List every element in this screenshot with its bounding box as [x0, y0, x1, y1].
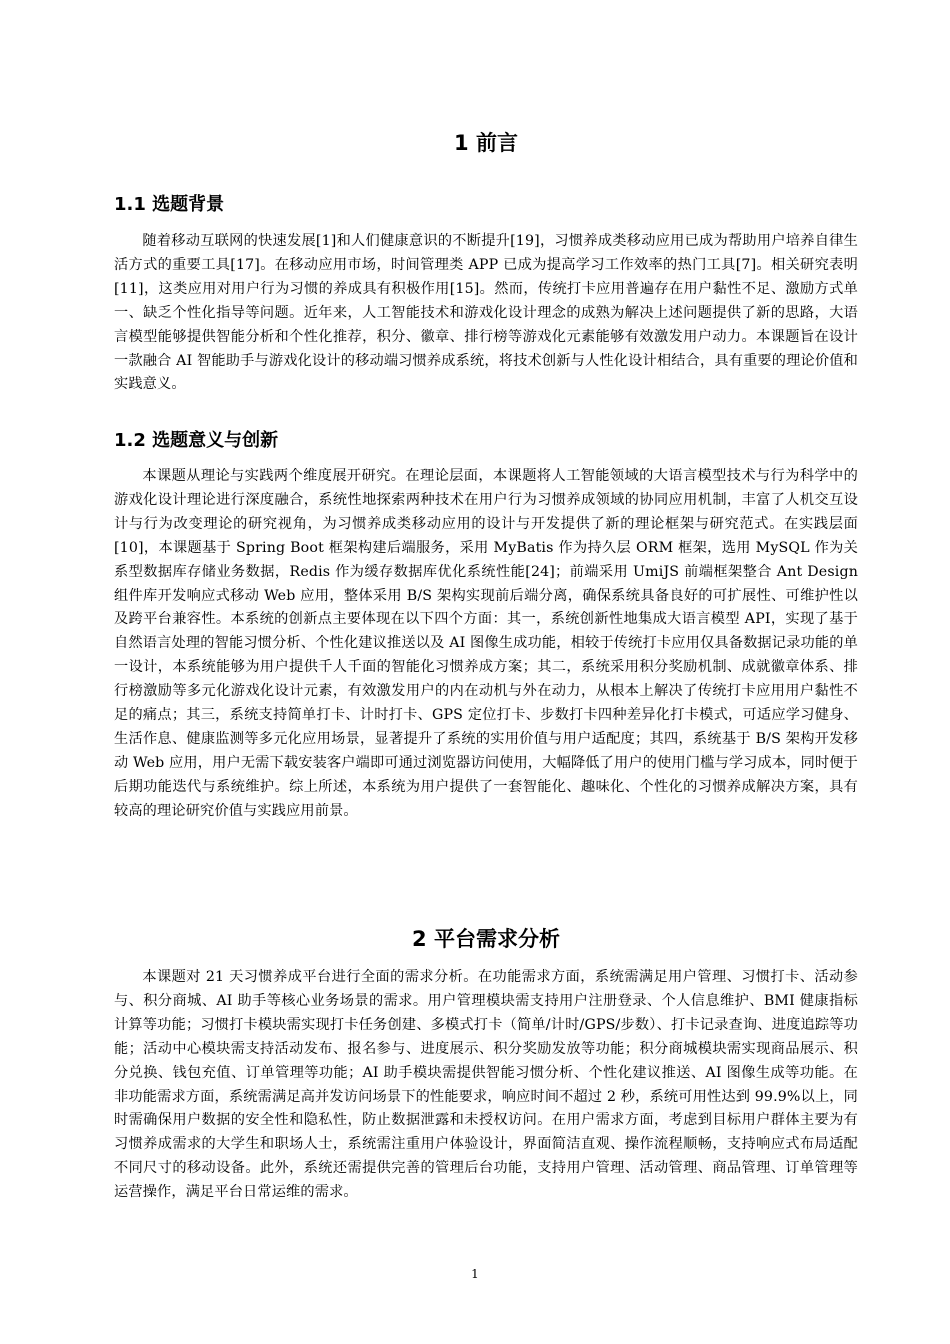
page-number: 1 [471, 1267, 479, 1281]
chapter-2-title: 2 平台需求分析 [412, 927, 560, 951]
chapter-1-title: 1 前言 [454, 131, 518, 155]
section-1-1-title: 1.1 选题背景 [114, 194, 225, 215]
chapter-2-paragraph: 本课题对 21 天习惯养成平台进行全面的需求分析。在功能需求方面，系统需满足用户管理、习惯打卡、活动参与、积分商城、AI 助手等核心业务场景的需求。用户管理模块需支持用户注册登录、个人信息维护、BMI 健康指标计算等功能；习惯打卡模块需实现打卡任务创建、多模式打卡（简单/计时/GPS/步数）、打卡记录查询、进度追踪等功能；活动中心模块需支持活动发布、报名参与、进度展示、积分奖励发放等功能；积分商城模块需实现商品展示、积分兑换、钱包充值、订单管理等功能；AI 助手模块需提供智能习惯分析、个性化建议推送、AI 图像生成等功能。在非功能需求方面，系统需满足高并发访问场景下的性能要求，响应时间不超过 2 秒，系统可用性达到 99.9%以上，同时需确保用户数据的安全性和隐私性，防止数据泄露和未授权访问。在用户需求方面，考虑到目标用户群体主要为有习惯养成需求的大学生和职场人士，系统需注重用户体验设计，界面简洁直观、操作流程顺畅，支持响应式布局适配不同尺寸的移动设备。此外，系统还需提供完善的管理后台功能，支持用户管理、活动管理、商品管理、订单管理等运营操作，满足平台日常运维的需求。 [114, 969, 858, 1201]
section-1-1-paragraph: 随着移动互联网的快速发展[1]和人们健康意识的不断提升[19]，习惯养成类移动应用已成为帮助用户培养自律生活方式的重要工具[17]。在移动应用市场，时间管理类 APP 已成为提高学习工作效率的热门工具[7]。相关研究表明[11]，这类应用对用户行为习惯的养成具有积极作用[15]。然而，传统打卡应用普遍存在用户黏性不足、激励方式单一、缺乏个性化指导等问题。近年来，人工智能技术和游戏化设计理念的成熟为解决上述问题提供了新的思路，大语言模型能够提供智能分析和个性化推荐，积分、徽章、排行榜等游戏化元素能够有效激发用户动力。本课题旨在设计一款融合 AI 智能助手与游戏化设计的移动端习惯养成系统，将技术创新与人性化设计相结合，具有重要的理论价值和实践意义。 [114, 233, 858, 393]
section-1-2-paragraph: 本课题从理论与实践两个维度展开研究。在理论层面，本课题将人工智能领域的大语言模型技术与行为科学中的游戏化设计理论进行深度融合，系统性地探索两种技术在用户行为习惯养成领域的协同应用机制，丰富了人机交互设计与行为改变理论的研究视角，为习惯养成类移动应用的设计与开发提供了新的理论框架与研究范式。在实践层面[10]，本课题基于 Spring Boot 框架构建后端服务，采用 MyBatis 作为持久层 ORM 框架，选用 MySQL 作为关系型数据库存储业务数据，Redis 作为缓存数据库优化系统性能[24]；前端采用 UmiJS 前端框架整合 Ant Design 组件库开发响应式移动 Web 应用，整体采用 B/S 架构实现前后端分离，确保系统具备良好的可扩展性、可维护性以及跨平台兼容性。本系统的创新点主要体现在以下四个方面：其一，系统创新性地集成大语言模型 API，实现了基于自然语言处理的智能习惯分析、个性化建议推送以及 AI 图像生成功能，相较于传统打卡应用仅具备数据记录功能的单一设计，本系统能够为用户提供千人千面的智能化习惯养成方案；其二，系统采用积分奖励机制、成就徽章体系、排行榜激励等多元化游戏化设计元素，有效激发用户的内在动机与外在动力，从根本上解决了传统打卡应用用户黏性不足的痛点；其三，系统支持简单打卡、计时打卡、GPS 定位打卡、步数打卡四种差异化打卡模式，可适应学习健身、生活作息、健康监测等多元化应用场景，显著提升了系统的实用价值与用户适配度；其四，系统基于 B/S 架构开发移动 Web 应用，用户无需下载安装客户端即可通过浏览器访问使用，大幅降低了用户的使用门槛与学习成本，同时便于后期功能迭代与系统维护。综上所述，本系统为用户提供了一套智能化、趣味化、个性化的习惯养成解决方案，具有较高的理论研究价值与实践应用前景。 [114, 468, 858, 819]
section-1-2-title: 1.2 选题意义与创新 [114, 430, 279, 451]
